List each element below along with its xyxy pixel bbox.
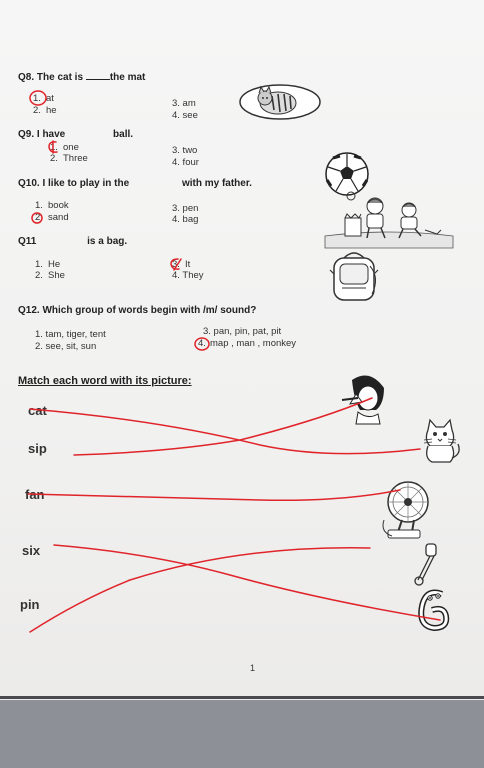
fan-icon bbox=[382, 480, 432, 542]
q11-label: Q11 bbox=[18, 236, 37, 247]
match-word-sip[interactable]: sip bbox=[28, 441, 47, 456]
q12-option-3[interactable]: 3. pan, pin, pat, pit bbox=[203, 326, 282, 337]
q12-option-2[interactable]: 2. see, sit, sun bbox=[35, 341, 97, 352]
q11-question bbox=[18, 236, 127, 247]
page-bottom-edge bbox=[0, 696, 484, 699]
q8-tail: the mat bbox=[109, 72, 146, 83]
cat-icon bbox=[414, 418, 462, 466]
q9-question bbox=[18, 129, 133, 140]
match-line-pin bbox=[30, 548, 370, 632]
q11-option-1[interactable]: 1. He bbox=[35, 259, 61, 270]
q8-option-1[interactable]: 1. at bbox=[33, 93, 54, 104]
number-six-icon bbox=[414, 586, 454, 632]
backpack-icon bbox=[326, 250, 382, 302]
q9-tail: ball. bbox=[113, 129, 134, 140]
q8-label: Q8. The cat is bbox=[18, 72, 84, 83]
match-word-fan[interactable]: fan bbox=[25, 487, 45, 502]
q8-question bbox=[18, 71, 145, 83]
cat-on-mat-icon bbox=[238, 82, 322, 122]
q8-option-2[interactable]: 2. he bbox=[33, 105, 57, 116]
q10-option-2[interactable]: 2. sand bbox=[35, 212, 69, 223]
q10-option-3[interactable]: 3. pen bbox=[172, 203, 199, 214]
q8-option-4[interactable]: 4. see bbox=[172, 110, 198, 121]
match-line-sip bbox=[74, 398, 372, 455]
q8-option-3[interactable]: 3. am bbox=[172, 98, 196, 109]
match-word-pin[interactable]: pin bbox=[20, 597, 40, 612]
q12-question: Q12. Which group of words begin with /m/ sound? bbox=[18, 305, 257, 316]
q10-option-1[interactable]: 1. book bbox=[35, 200, 69, 211]
q10-tail: with my father. bbox=[181, 178, 252, 189]
match-word-six[interactable]: six bbox=[22, 543, 41, 558]
q9-option-4[interactable]: 4. four bbox=[172, 157, 199, 168]
match-line-fan bbox=[28, 490, 400, 500]
q9-option-1[interactable]: 1. one bbox=[50, 142, 79, 153]
q9-option-2[interactable]: 2. Three bbox=[50, 153, 88, 164]
sandcastle-kids-icon bbox=[325, 190, 453, 248]
q9-label: Q9. I have bbox=[18, 129, 66, 140]
q11-option-2[interactable]: 2. She bbox=[35, 270, 65, 281]
q11-option-3[interactable]: 3. It bbox=[172, 259, 191, 270]
q12-option-1[interactable]: 1. tam, tiger, tent bbox=[35, 329, 106, 340]
q11-tail: is a bag. bbox=[87, 236, 128, 247]
q10-question bbox=[18, 178, 252, 189]
match-line-six bbox=[54, 545, 440, 620]
page-number: 1 bbox=[250, 663, 256, 673]
q9-option-3[interactable]: 3. two bbox=[172, 145, 198, 156]
q8-blank bbox=[86, 71, 110, 80]
girl-sipping-icon bbox=[340, 374, 390, 424]
match-heading: Match each word with its picture: bbox=[18, 375, 192, 387]
match-word-cat[interactable]: cat bbox=[28, 403, 47, 418]
q11-option-4[interactable]: 4. They bbox=[172, 270, 204, 281]
q12-option-4[interactable]: 4. map , man , monkey bbox=[198, 338, 297, 349]
q10-label: Q10. I like to play in the bbox=[18, 178, 130, 189]
q10-option-4[interactable]: 4. bag bbox=[172, 214, 199, 225]
safety-pin-icon bbox=[412, 542, 440, 586]
